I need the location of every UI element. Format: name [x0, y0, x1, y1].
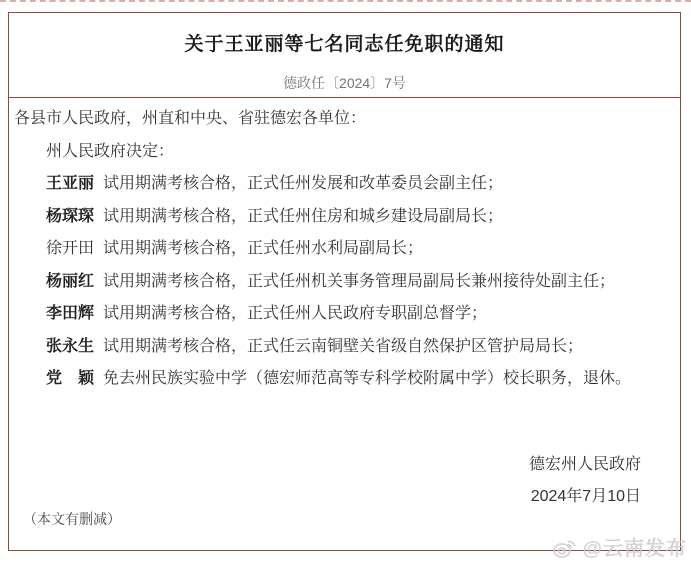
signature-block: [14, 449, 668, 513]
document-number: 德政任〔2024〕7号: [283, 75, 406, 91]
document-frame: [8, 12, 681, 551]
watermark-label: @云南发布: [582, 538, 687, 560]
appointment-text: 试用期满考核合格，正式任州人民政府专职副总督学；: [103, 305, 488, 322]
appointment-row: [14, 363, 668, 396]
issuer-name: 德宏州人民政府: [528, 455, 641, 473]
appointee-name: 杨丽红: [46, 272, 95, 290]
top-edge-line: [0, 0, 691, 2]
appointee-name: 徐开田: [46, 240, 95, 257]
appointee-name: 王亚丽: [46, 175, 95, 192]
document-header: [9, 13, 680, 98]
appointment-row: [14, 331, 668, 364]
appointee-name: 李田辉: [46, 305, 95, 322]
appointment-text: 免去州民族实验中学（德宏师范高等专科学校附属中学）校长职务，退休。: [103, 370, 632, 387]
appointee-name: 党 颖: [46, 370, 95, 387]
appointment-row: [14, 233, 668, 266]
issue-date: 2024年7月10日: [530, 487, 641, 505]
appointment-text: 试用期满考核合格，正式任州水利局副局长；: [103, 240, 424, 257]
decision-intro: 州人民政府决定：: [46, 142, 175, 160]
appointment-row: [14, 298, 668, 331]
appointment-text: 试用期满考核合格，正式任州住房和城乡建设局副局长；: [103, 207, 504, 225]
appointment-row: [14, 266, 668, 299]
footnote: （本文有删减）: [23, 511, 121, 527]
salutation: 各县市人民政府，州直和中央、省驻德宏各单位：: [14, 110, 367, 127]
appointee-name: 张永生: [46, 337, 95, 355]
appointment-row: [14, 201, 668, 234]
appointment-text: 试用期满考核合格，正式任云南铜壁关省级自然保护区管护局局长；: [103, 337, 584, 355]
appointee-name: 杨琛琛: [46, 207, 95, 225]
appointment-row: [14, 168, 668, 201]
document-body: [9, 98, 680, 513]
appointment-text: 试用期满考核合格，正式任州发展和改革委员会副主任；: [103, 175, 504, 192]
document-title: 关于王亚丽等七名同志任免职的通知: [184, 34, 505, 55]
appointment-text: 试用期满考核合格，正式任州机关事务管理局副局长兼州接待处副主任；: [103, 272, 616, 290]
